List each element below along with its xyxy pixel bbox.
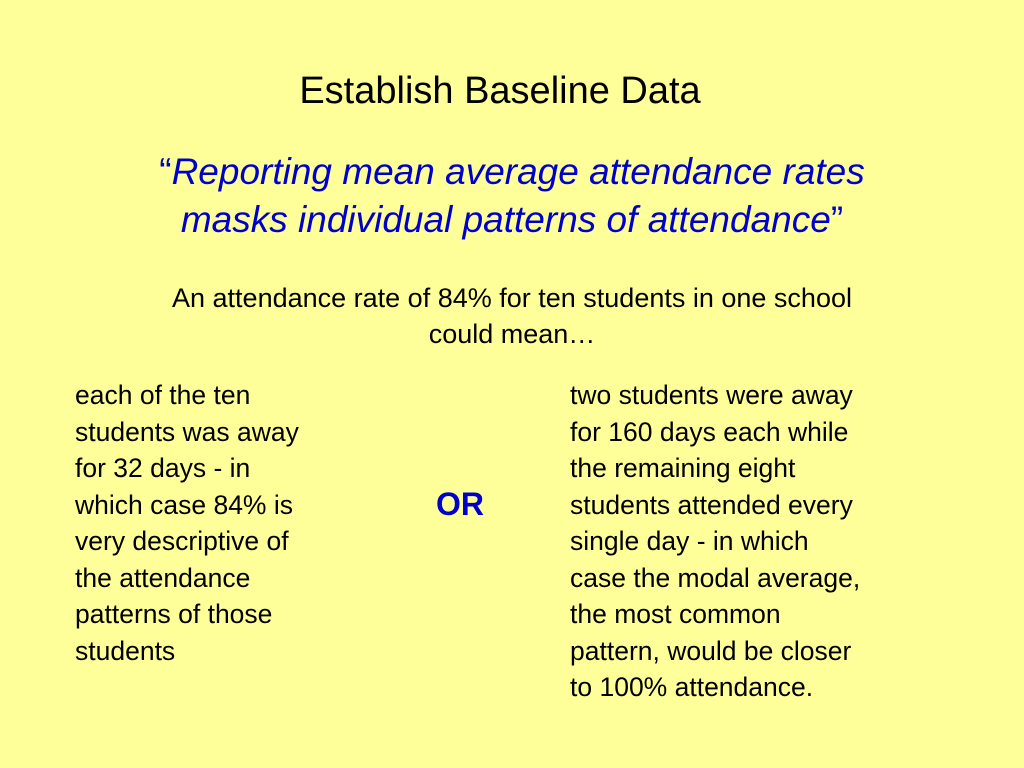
right-column-line: case the modal average, bbox=[570, 562, 861, 593]
right-column-line: the most common bbox=[570, 599, 781, 629]
left-column-line: very descriptive of bbox=[75, 526, 289, 556]
right-column-line: for 160 days each while bbox=[570, 416, 849, 447]
quote-open-mark: “ bbox=[159, 151, 172, 192]
left-column-line: the attendance bbox=[75, 562, 251, 593]
right-column-line: students attended every bbox=[570, 489, 853, 520]
right-column-line: pattern, would be closer bbox=[570, 635, 852, 666]
right-column bbox=[570, 377, 960, 706]
left-column-line: each of the ten bbox=[75, 380, 251, 410]
left-column-line: for 32 days - in bbox=[75, 453, 251, 483]
right-column-line: to 100% attendance. bbox=[570, 672, 814, 702]
quote-line-2: masks individual patterns of attendance bbox=[180, 199, 831, 240]
left-column-line: students bbox=[75, 635, 176, 666]
left-column-line: which case 84% is bbox=[75, 489, 293, 520]
left-column-line: students was away bbox=[75, 416, 299, 447]
slide-title: Establish Baseline Data bbox=[299, 70, 701, 112]
quote-line-1: Reporting mean average attendance rates bbox=[171, 151, 865, 192]
quote-block bbox=[40, 148, 984, 244]
right-column-line: the remaining eight bbox=[570, 453, 796, 483]
intro-line-1: An attendance rate of 84% for ten students in one school bbox=[172, 283, 852, 313]
intro-line-2: could mean… bbox=[428, 319, 596, 349]
quote-close-mark: ” bbox=[830, 199, 844, 240]
left-column-line: patterns of those bbox=[75, 599, 273, 629]
right-column-line: two students were away bbox=[570, 380, 853, 410]
or-separator: OR bbox=[436, 486, 484, 522]
right-column-line: single day - in which bbox=[570, 526, 809, 556]
intro-text bbox=[40, 280, 984, 352]
left-column bbox=[75, 377, 380, 669]
